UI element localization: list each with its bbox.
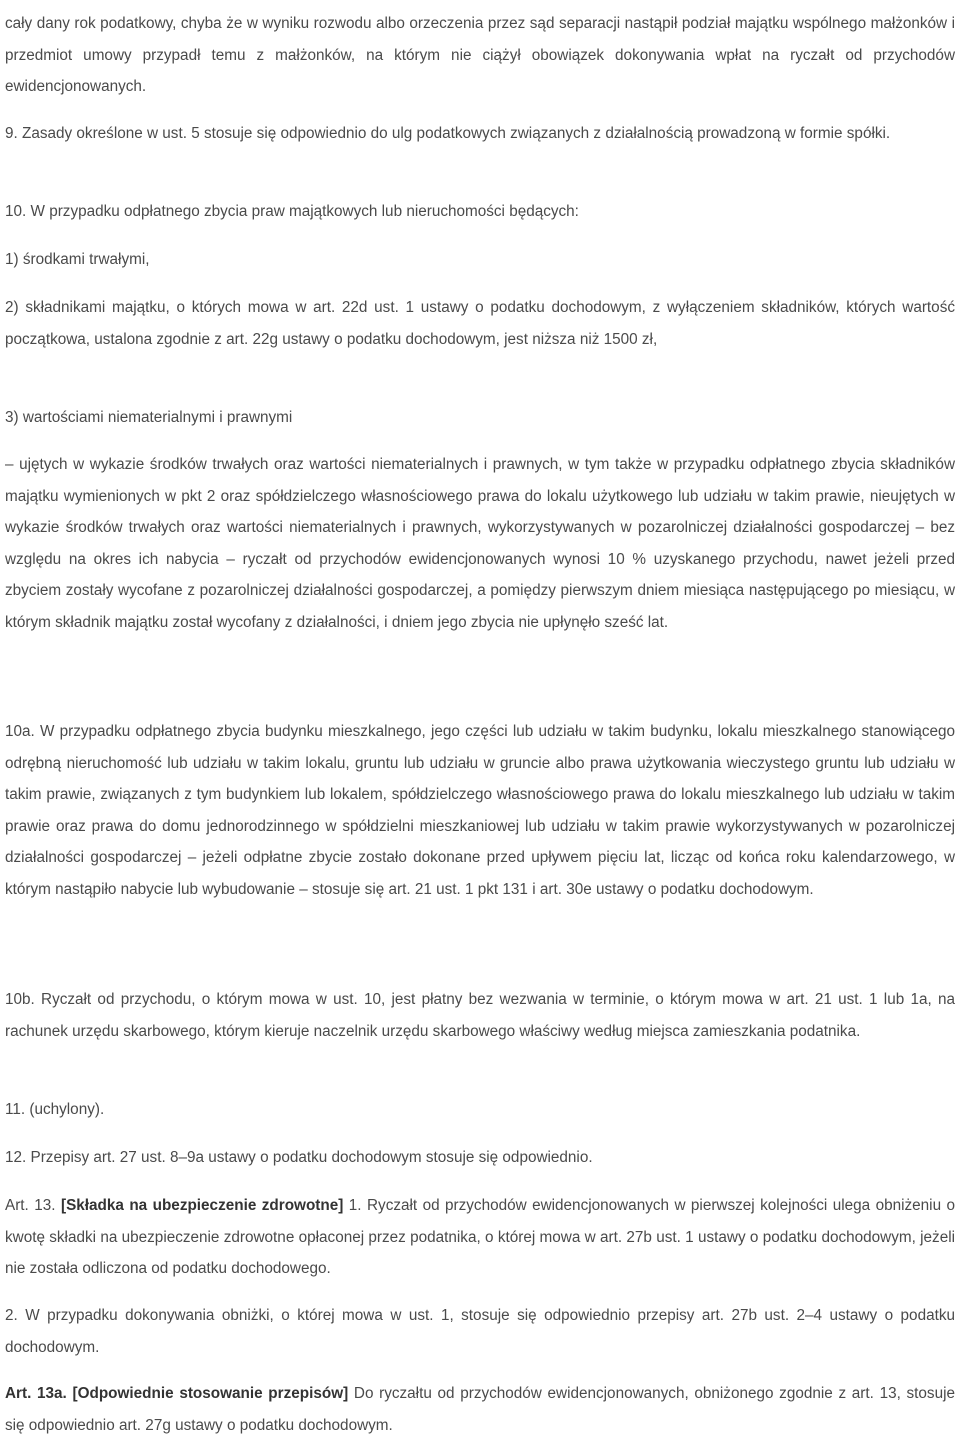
paragraph-10b: 10b. Ryczałt od przychodu, o którym mowa w ust. 10, jest płatny bez wezwania w terminie, o którym mowa w art. 21 ust. 1 lub 1a, na rachunek urzędu skarbowego, którym kieruje naczelnik urzędu skarbowego właściwy według miejsca zamieszkania podatnika. xyxy=(5,991,955,1040)
paragraph-11: 11. (uchylony). xyxy=(5,1101,105,1118)
article-13a-label: Art. 13a. xyxy=(5,1385,67,1402)
paragraph-10: 10. W przypadku odpłatnego zbycia praw majątkowych lub nieruchomości będących: xyxy=(5,203,579,220)
article-13-label: Art. 13. xyxy=(5,1197,56,1214)
paragraph-continuation: cały dany rok podatkowy, chyba że w wyniku rozwodu albo orzeczenia przez sąd separacji nastąpił podział majątku wspólnego małżonków i przedmiot umowy przypadł temu z małżonków, na którym nie ciążył obowiązek dokonywania wpłat na ryczałt od przychodów ewidencjonowanych. xyxy=(5,15,955,96)
point-3: 3) wartościami niematerialnymi i prawnymi xyxy=(5,409,293,426)
paragraph-10-closing: – ujętych w wykazie środków trwałych oraz wartości niematerialnych i prawnych, w tym także w przypadku odpłatnego zbycia składników majątku wymienionych w pkt 2 oraz spółdzielczego własnościowego prawa do lokalu użytkowego lub udziału w takim prawie, nieujętych w wykazie środków trwałych oraz wartości niematerialnych i prawnych, wykorzystywanych w pozarolniczej działalności gospodarczej – bez względu na okres ich nabycia – ryczałt od przychodów ewidencjonowanych wynosi 10 % uzyskanego przychodu, nawet jeżeli przed zbyciem zostały wycofane z pozarolniczej działalności gospodarczej, a pomiędzy pierwszym dniem miesiąca następującego po miesiącu, w którym składnik majątku został wycofany z działalności, i dniem jego zbycia nie upłynęło sześć lat. xyxy=(5,456,955,631)
article-13a-heading: [Odpowiednie stosowanie przepisów] xyxy=(72,1385,349,1402)
paragraph-9: 9. Zasady określone w ust. 5 stosuje się odpowiednio do ulg podatkowych związanych z działalnością prowadzoną w formie spółki. xyxy=(5,125,891,142)
article-13a xyxy=(5,1378,955,1441)
point-2: 2) składnikami majątku, o których mowa w art. 22d ust. 1 ustawy o podatku dochodowym, z wyłączeniem składników, których wartość początkowa, ustalona zgodnie z art. 22g ustawy o podatku dochodowym, jest niższa niż 1500 zł, xyxy=(5,299,955,348)
paragraph-12: 12. Przepisy art. 27 ust. 8–9a ustawy o podatku dochodowym stosuje się odpowiednio. xyxy=(5,1149,593,1166)
point-1: 1) środkami trwałymi, xyxy=(5,251,150,268)
article-13 xyxy=(5,1190,955,1285)
article-13-heading: [Składka na ubezpieczenie zdrowotne] xyxy=(60,1197,344,1214)
article-13a-text: Do ryczałtu od przychodów ewidencjonowanych, obniżonego zgodnie z art. 13, stosuje się odpowiednio art. 27g ustawy o podatku dochodowym. xyxy=(5,1385,955,1434)
paragraph-10a: 10a. W przypadku odpłatnego zbycia budynku mieszkalnego, jego części lub udziału w takim budynku, lokalu mieszkalnego stanowiącego odrębną nieruchomość lub udziału w takim lokalu, gruntu lub udziału w gruncie albo prawa użytkowania wieczystego gruntu lub udziału w takim prawie, związanych z tym budynkiem lub lokalem, spółdzielczego własnościowego prawa do lokalu mieszkalnego lub udziału w takim prawie oraz prawa do domu jednorodzinnego w spółdzielni mieszkaniowej lub udziału w takim prawie wykorzystywanych w pozarolniczej działalności gospodarczej – jeżeli odpłatne zbycie zostało dokonane przed upływem pięciu lat, licząc od końca roku kalendarzowego, w którym nastąpiło nabycie lub wybudowanie – stosuje się art. 21 ust. 1 pkt 131 i art. 30e ustawy o podatku dochodowym. xyxy=(5,723,955,898)
article-13-paragraph-2: 2. W przypadku dokonywania obniżki, o której mowa w ust. 1, stosuje się odpowiednio przepisy art. 27b ust. 2–4 ustawy o podatku dochodowym. xyxy=(5,1307,955,1356)
article-13-text: 1. Ryczałt od przychodów ewidencjonowanych w pierwszej kolejności ulega obniżeniu o kwotę składki na ubezpieczenie zdrowotne opłaconej przez podatnika, o której mowa w art. 27b ust. 1 ustawy o podatku dochodowym, jeżeli nie została odliczona od podatku dochodowego. xyxy=(5,1197,956,1278)
